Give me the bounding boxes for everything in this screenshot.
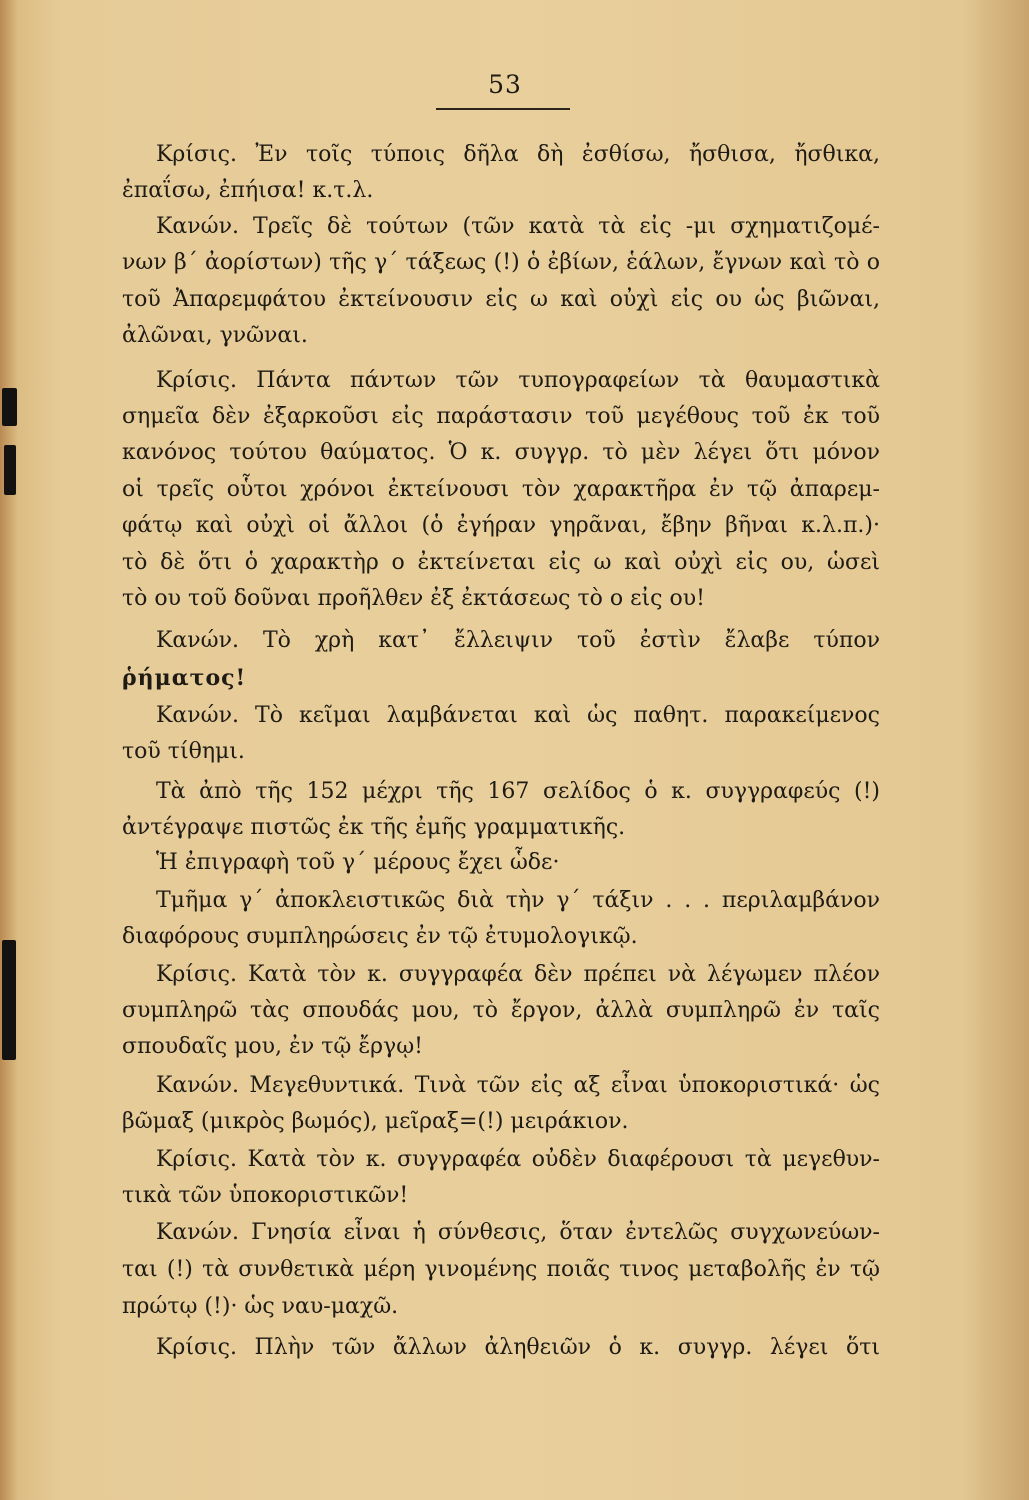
text-line: φάτῳ καὶ οὐχὶ οἱ ἄλλοι (ὁ ἐγήραν γηρᾶναι, ἔβην βῆναι κ.λ.π.)· [122, 513, 880, 538]
text-line: Τὰ ἀπὸ τῆς 152 μέχρι τῆς 167 σελίδος ὁ κ. συγγραφεύς (!) [156, 779, 880, 804]
text-line: οἱ τρεῖς οὗτοι χρόνοι ἐκτείνουσι τὸν χαρακτῆρα ἐν τῷ ἀπαρεμ- [122, 477, 880, 502]
text-line: Κρίσις. Πάντα πάντων τῶν τυπογραφείων τὰ θαυμαστικὰ [156, 368, 880, 393]
binding-ink-mark [2, 940, 16, 1060]
text-line: ῥήματος! [122, 665, 247, 691]
text-line: ἐπαΐσω, ἐπήισα! κ.τ.λ. [122, 178, 374, 203]
text-line: τὸ δὲ ὅτι ὁ χαρακτὴρ ο ἐκτείνεται εἰς ω καὶ οὐχὶ εἰς ου, ὡσεὶ [122, 550, 880, 575]
text-line: Κρίσις. Κατὰ τὸν κ. συγγραφέα δὲν πρέπει νὰ λέγωμεν πλέον [156, 962, 880, 987]
text-line: κανόνος τούτου θαύματος. Ὁ κ. συγγρ. τὸ μὲν λέγει ὅτι μόνον [122, 440, 880, 465]
text-line: Τμῆμα γ΄ ἀποκλειστικῶς διὰ τὴν γ΄ τάξιν . . . περιλαμβάνον [156, 888, 880, 913]
binding-ink-mark [4, 445, 16, 495]
text-line: Κρίσις. Πλὴν τῶν ἄλλων ἀληθειῶν ὁ κ. συγγρ. λέγει ὅτι [156, 1335, 880, 1360]
binding-ink-mark [2, 388, 17, 426]
text-line: σημεῖα δὲν ἐξαρκοῦσι εἰς παράστασιν τοῦ μεγέθους τοῦ ἐκ τοῦ [122, 404, 880, 429]
header-rule [436, 108, 570, 110]
text-line: Κανών. Γνησία εἶναι ἡ σύνθεσις, ὅταν ἐντελῶς συγχωνεύων- [156, 1220, 880, 1245]
text-line: ται (!) τὰ συνθετικὰ μέρη γινομένης ποιᾶς τινος μεταβολῆς ἐν τῷ [122, 1257, 880, 1282]
text-line: νων β΄ ἀορίστων) τῆς γ΄ τάξεως (!) ὁ ἐβίων, ἑάλων, ἔγνων καὶ τὸ ο [122, 250, 880, 275]
text-line: ἀλῶναι, γνῶναι. [122, 323, 308, 348]
text-line: τοῦ Ἀπαρεμφάτου ἐκτείνουσιν εἰς ω καὶ οὐχὶ εἰς ου ὡς βιῶναι, [122, 287, 880, 312]
text-line: Κανών. Τὸ κεῖμαι λαμβάνεται καὶ ὡς παθητ. παρακείμενος [156, 703, 880, 728]
text-line: διαφόρους συμπληρώσεις ἐν τῷ ἐτυμολογικῷ. [122, 924, 638, 949]
text-line: ἀντέγραψε πιστῶς ἐκ τῆς ἐμῆς γραμματικῆς. [122, 815, 626, 840]
text-line: τοῦ τίθημι. [122, 739, 245, 764]
text-line: τικὰ τῶν ὑποκοριστικῶν! [122, 1183, 409, 1208]
text-line: Κρίσις. Κατὰ τὸν κ. συγγραφέα οὐδὲν διαφέρουσι τὰ μεγεθυν- [156, 1147, 880, 1172]
text-line: βῶμαξ (μικρὸς βωμός), μεῖραξ=(!) μειράκιον. [122, 1109, 629, 1134]
text-line: πρώτῳ (!)· ὡς ναυ-μαχῶ. [122, 1294, 399, 1319]
text-line: τὸ ου τοῦ δοῦναι προῆλθεν ἐξ ἐκτάσεως τὸ ο εἰς ου! [122, 586, 705, 611]
text-line: Κανών. Μεγεθυντικά. Τινὰ τῶν εἰς αξ εἶναι ὑποκοριστικά· ὡς [156, 1073, 880, 1098]
text-line: Κρίσις. Ἐν τοῖς τύποις δῆλα δὴ ἐσθίσω, ἤσθισα, ἤσθικα, [156, 142, 880, 167]
page-number: 53 [488, 70, 522, 99]
text-line: συμπληρῶ τὰς σπουδάς μου, τὸ ἔργον, ἀλλὰ συμπληρῶ ἐν ταῖς [122, 998, 880, 1023]
text-line: σπουδαῖς μου, ἐν τῷ ἔργῳ! [122, 1034, 423, 1059]
text-line: Κανών. Τρεῖς δὲ τούτων (τῶν κατὰ τὰ εἰς -μι σχηματιζομέ- [156, 214, 880, 239]
text-line: Κανών. Τὸ χρὴ κατ᾽ ἔλλειψιν τοῦ ἐστὶν ἔλαβε τύπον [156, 628, 880, 653]
text-line: Ἡ ἐπιγραφὴ τοῦ γ΄ μέρους ἔχει ὧδε· [156, 850, 560, 875]
